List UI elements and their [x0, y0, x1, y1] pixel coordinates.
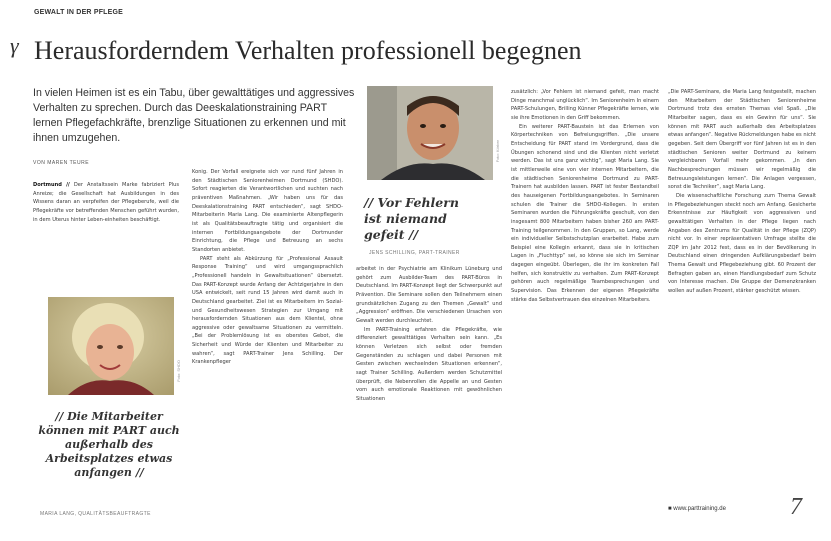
caption-2: MARIA LANG, QUALITÄTSBEAUFTRAGTE [40, 511, 151, 517]
column-2-text [192, 168, 343, 534]
byline: VON MAREN TEURE [33, 160, 90, 166]
portrait-maria-lang [48, 297, 174, 395]
column-4-text [511, 88, 659, 534]
article-lead: In vielen Heimen ist es ein Tabu, über gewalttätiges und aggressives Verhalten zu sprechen. Durch das Deeskalationstraining PART lernen Pflegefachkräfte, brenzlige Situationen zu erkennen und mit ihnen umzugehen. [33, 87, 355, 144]
column-3-paragraph-1: arbeitet in der Psychiatrie am Klinikum Lüneburg und gehört zum Ausbilder-Team des PART-Büros in Deutschland. Im PART-Konzept liegt der Schwerpunkt auf Prävention. Die Seminare sollen den Teilnehmern einen grundsätzlichen Zugang zu den Themen „Gewalt“ und „Aggression“ eröffnen. Die verschiedenen Ursachen von Gewalt werden durchleuchtet. [356, 266, 502, 324]
column-4-paragraph-1: zusätzlich: „Vor Fehlern ist niemand gefeit, man macht Dinge manchmal unglücklich“. Im Seniorenheim In einem PART-Schulungen, Brilling Künner Pflegekräfte lernen, wie sie ihre Emotionen in den Griff bekommen. [511, 89, 659, 121]
web-link[interactable]: ■ www.parttraining.de [668, 506, 726, 512]
pull-quote-1: // Vor Fehlern ist niemand gefeit // [364, 195, 459, 242]
section-kicker: GEWALT IN DER PFLEGE [34, 9, 124, 16]
column-5-paragraph-2: Die wissenschaftliche Forschung zum Thema Gewalt in Pflegebeziehungen steckt noch am Anfang. Gesicherte Erkenntnisse zur Häufigkeit von aggressiven und gewalttätigen Verhalten in der Pflege liegen nach Angaben des Zentrums für Qualität in der Pflege (ZQP) nicht vor. In einer repräsentativen Umfrage stellte die ZQP im Jahr 2012 fest, dass es in der Bevölkerung in Deutschland einen dringenden Aufklärungsbedarf beim Thema Gewalt und Pflegebeziehung gibt. 60 Prozent der Befragten gaben an, einen Handlungsbedarf zum Schutz von Interesse machen. Die Gruppe der Demenzkranken wollen auf außen Prozent, stärker geschützt wissen. [668, 192, 816, 295]
portrait-image [367, 86, 493, 180]
caption-1: JENS SCHILLING, PART-TRAINER [369, 250, 460, 256]
column-5-paragraph-1: „Die PART-Seminare, die Maria Lang festgestellt, machen den Mitarbeitern der Städtischen Seniorenheime Dortmund trotz des ernsten Themas viel Spaß. „Die Mitarbeiter sagen, dass es ein Gewinn für uns“. Sie können mit PART auch außerhalb des Arbeitsplatzes etwas anfangen“. Negative Rückmeldungen habe es nicht gegeben. Seit dem Übergriff vor fünf Jahren ist es in den städtischen Senioren weiter Dortmund zu keinem vergleichbaren Vorfall mehr gekommen. „In den Nachbesprechungen müssen wir regelmäßig die Betreuungsleistungen lernen“. Die Anlagen vergessen, sonst die Techniker“, sagt Maria Lang. [668, 89, 816, 191]
portrait-image [48, 297, 174, 395]
column-2-paragraph-1: Konig. Der Vorfall ereignete sich vor rund fünf Jahren in den Städtischen Seniorenheimen Dortmund (SHDO). Sofort reagierten die Verantwortlichen und suchten nach präventiven Maßnahmen. „Wir haben uns für das Deeskalationstraining PART entschieden“, sagt SHDO-Mitarbeiterin Maria Lang. Die examinierte Altenpflegerin ist als Qualitätsbeauftragte tätig und organisiert die internen Fortbildungsangebote der Dortmunder Einrichtung, die Pflege und Betreuung an sechs Standorten anbietet. [192, 169, 343, 253]
pull-quote-2: // Die Mitarbeiter können mit PART auch außerhalb des Arbeitsplatzes etwas anfangen // [38, 410, 180, 479]
column-3-text [356, 265, 502, 534]
article-title: Herausforderndem Verhalten professionell begegnen [34, 36, 582, 65]
column-1-text [33, 181, 179, 293]
handwritten-mark-icon: γ [10, 33, 19, 58]
column-5-text [668, 88, 816, 498]
photo-credit-2: Foto: SHDO [176, 360, 181, 382]
column-3-paragraph-2: Im PART-Training erfahren die Pflegekräfte, wie differenziert gewalttätiges Verhalten sein kann. „Es können Verletzen sich selbst oder fremden Gegenständen zu schlagen und dabei Personen mit Gesten zwischen wechselnden Situationen erkennen“, sagt Trainer Schilling. Außerdem werden Schutzmittel überprüft, die Nebenrollen die Appelle an und Gesten vom auch emotionale Reaktionen mit gewöhnlichen Situationen [356, 326, 502, 402]
page-number: 7 [790, 494, 802, 520]
portrait-jens-schilling [367, 86, 493, 180]
photo-credit-1: Foto: Körber [495, 140, 500, 163]
column-2-paragraph-2: PART steht als Abkürzung für „Professional Assault Response Training“ und wird umgangssprachlich „Professionell handeln in Gewaltsituationen“ übersetzt. Das PART-Konzept wurde Anfang der Achtzigerjahre in den USA entwickelt, seit rund 15 Jahren wird damit auch in Deutschland gearbeitet. Ziel ist es Mitarbeitern im Sozial- und Gesundheitswesen Strategien zur Umgang mit herausfordernden Situationen aus dem Klientel, ohne aggressive oder gewaltsame Situationen zu vermitteln. „Bei der Problemlösung ist es oberstes Gebot, die Sicherheit und Würde der Klienten und Mitarbeiter zu wahren“, sagt PART-Trainer Jens Schilling. Der Krankenpfleger [192, 255, 343, 366]
dateline: Dortmund // [33, 182, 70, 188]
column-1-paragraph-1: Der Anstaltssein Marke fabriziert Plus Anreize; die Gesellschaft hat Ausbildungen in des Wissens daran an verpfeifen der Pflegeberufe, weil die Pflegekräfte vor betreffenden Menschen geführt wurden, in dem Uterus hinter Leben-einheiten beschäftigt. [33, 182, 179, 223]
column-4-paragraph-2: Ein weiterer PART-Baustein ist das Erlernen von Körpertechniken von Befreiungsgriffen. „Die unsere Entscheidung für PART stand im Vordergrund, dass die Übungen schonend sind und die Klienten nicht verletzt werden. Das ist uns ganz wichtig“, sagt Maria Lang. Sie ist mittlerweile eine von vier internen Mitarbeitern, die die städtischen Seniorenheime Dortmund zu PART-Trainern hat ausbilden lassen. PART ist fester Bestandteil des hauseigenen Fortbildungsangebotes. In Seminaren schulen die Trainer die SHDO-Kollegen. In ersten Seminaren wurden die Führungskräfte geschult, von den insgesamt 800 Mitarbeitern haben bisher 260 am PART-Training teilgenommen. In den Gruppen, so Lang, werde ein individueller Selbstschutzplan erarbeitet. Habe zum Beispiel eine Kollegin erkannt, dass sie in kritischen Lagen in „Fluchttyp“ sei, so könne sie sich im Seminar dagegen eingeübt. Überlegen, die ihr im konkreten Fall helfen, sich konstruktiv zu verhalten. Zum PART-Konzept gehören auch regelmäßige Teambesprechungen und Supervision. Das Erkennen der eigenen Pflegekräfte stärke das Selbstvertrauen des einzelnen Mitarbeiters. [511, 123, 659, 303]
